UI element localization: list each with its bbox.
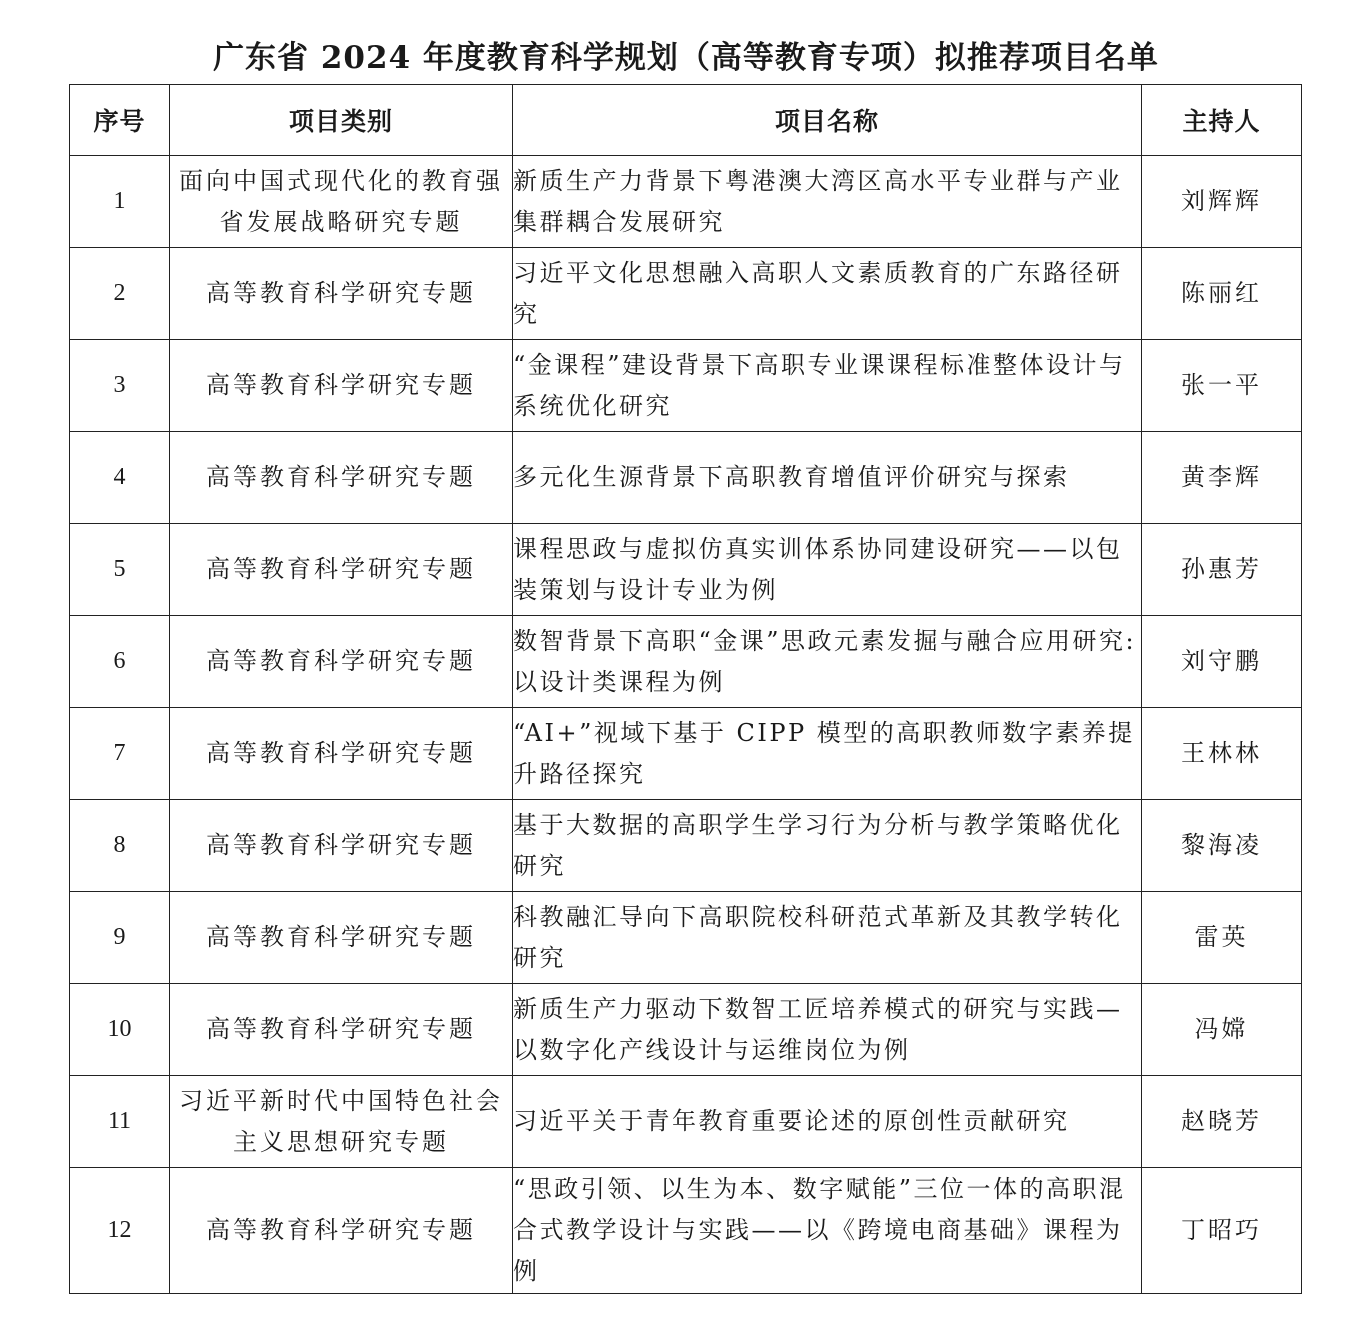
row-category: 高等教育科学研究专题 [170,432,513,524]
page-title: 广东省 2024 年度教育科学规划（高等教育专项）拟推荐项目名单 [213,40,1159,76]
row-index: 1 [70,156,170,248]
table-row [70,1168,1302,1294]
row-category: 高等教育科学研究专题 [170,1168,513,1294]
row-project-name: “思政引领、以生为本、数字赋能”三位一体的高职混合式教学设计与实践——以《跨境电商基础》课程为例 [513,1168,1142,1294]
table-row [70,984,1302,1076]
row-project-name: 基于大数据的高职学生学习行为分析与教学策略优化研究 [513,800,1142,892]
row-host: 黎海凌 [1142,800,1302,892]
row-index: 10 [70,984,170,1076]
row-host: 刘守鹏 [1142,616,1302,708]
table-header-row [70,85,1302,156]
row-host: 雷英 [1142,892,1302,984]
row-category: 高等教育科学研究专题 [170,708,513,800]
table-row [70,524,1302,616]
row-host: 丁昭巧 [1142,1168,1302,1294]
header-name: 项目名称 [513,85,1142,156]
row-category: 习近平新时代中国特色社会主义思想研究专题 [170,1076,513,1168]
row-host: 冯嫦 [1142,984,1302,1076]
row-project-name: 新质生产力驱动下数智工匠培养模式的研究与实践—以数字化产线设计与运维岗位为例 [513,984,1142,1076]
row-host: 孙惠芳 [1142,524,1302,616]
row-index: 8 [70,800,170,892]
row-category: 高等教育科学研究专题 [170,616,513,708]
row-project-name: “AI+”视域下基于 CIPP 模型的高职教师数字素养提升路径探究 [513,708,1142,800]
row-host: 刘辉辉 [1142,156,1302,248]
row-project-name: 科教融汇导向下高职院校科研范式革新及其教学转化研究 [513,892,1142,984]
row-category: 高等教育科学研究专题 [170,892,513,984]
row-host: 赵晓芳 [1142,1076,1302,1168]
row-index: 6 [70,616,170,708]
header-host: 主持人 [1142,85,1302,156]
row-host: 黄李辉 [1142,432,1302,524]
row-project-name: 多元化生源背景下高职教育增值评价研究与探索 [513,432,1142,524]
header-index: 序号 [70,85,170,156]
row-index: 3 [70,340,170,432]
table-row [70,340,1302,432]
row-index: 5 [70,524,170,616]
table-row [70,616,1302,708]
row-project-name: 习近平关于青年教育重要论述的原创性贡献研究 [513,1076,1142,1168]
project-table [69,84,1302,1294]
row-category: 高等教育科学研究专题 [170,800,513,892]
row-index: 12 [70,1168,170,1294]
table-row [70,248,1302,340]
row-host: 张一平 [1142,340,1302,432]
row-category: 高等教育科学研究专题 [170,340,513,432]
row-category: 高等教育科学研究专题 [170,984,513,1076]
row-host: 陈丽红 [1142,248,1302,340]
row-category: 面向中国式现代化的教育强省发展战略研究专题 [170,156,513,248]
table-row [70,156,1302,248]
table-row [70,708,1302,800]
row-category: 高等教育科学研究专题 [170,248,513,340]
row-project-name: “金课程”建设背景下高职专业课课程标准整体设计与系统优化研究 [513,340,1142,432]
row-index: 7 [70,708,170,800]
row-project-name: 数智背景下高职“金课”思政元素发掘与融合应用研究:以设计类课程为例 [513,616,1142,708]
row-project-name: 习近平文化思想融入高职人文素质教育的广东路径研究 [513,248,1142,340]
row-host: 王林林 [1142,708,1302,800]
table-row [70,432,1302,524]
table-row [70,800,1302,892]
row-category: 高等教育科学研究专题 [170,524,513,616]
row-index: 11 [70,1076,170,1168]
table-row [70,1076,1302,1168]
row-project-name: 课程思政与虚拟仿真实训体系协同建设研究——以包装策划与设计专业为例 [513,524,1142,616]
row-index: 4 [70,432,170,524]
row-index: 2 [70,248,170,340]
header-category: 项目类别 [170,85,513,156]
row-project-name: 新质生产力背景下粤港澳大湾区高水平专业群与产业集群耦合发展研究 [513,156,1142,248]
row-index: 9 [70,892,170,984]
table-row [70,892,1302,984]
